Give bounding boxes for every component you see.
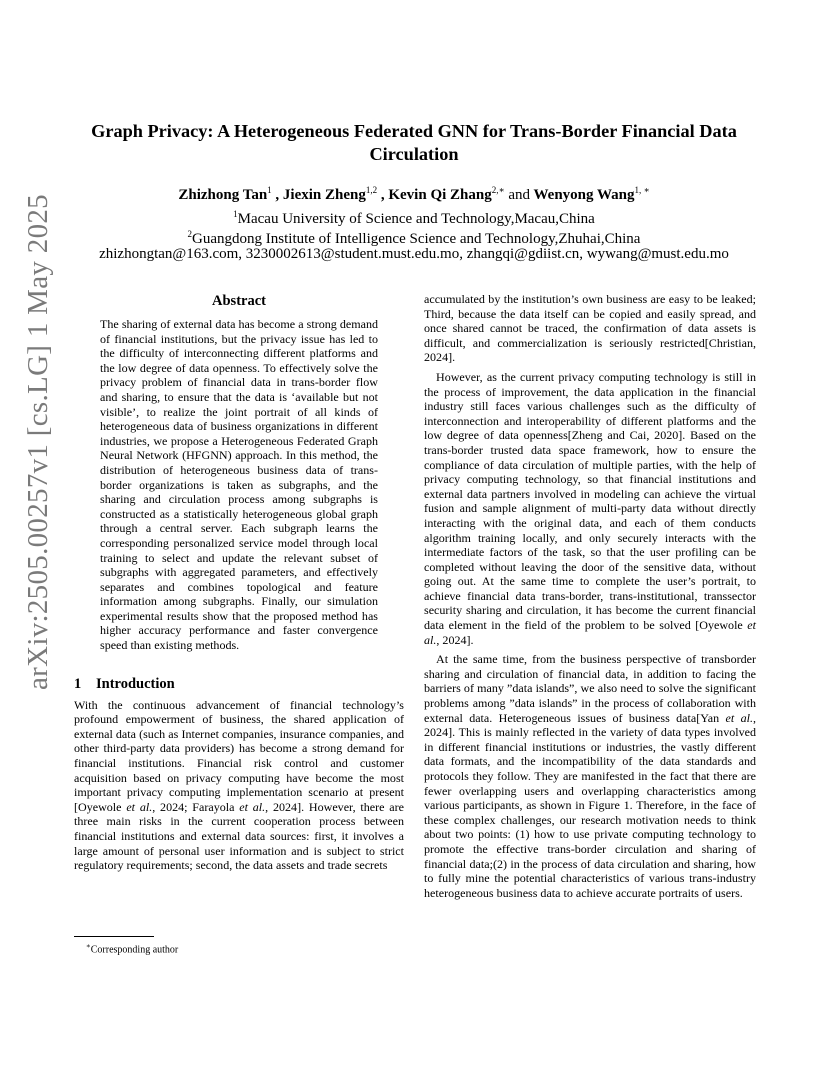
right-column <box>424 292 756 900</box>
footnote <box>86 940 178 956</box>
author-emails: zhizhongtan@163.com, 3230002613@student.must.edu.mo, zhangqi@gdiist.cn, wywang@must.edu.mo <box>99 246 729 262</box>
affiliation-mark: 2 <box>187 229 193 239</box>
author-name: Jiexin Zheng <box>282 187 366 203</box>
affiliation-mark: 1 <box>233 209 238 219</box>
author-affil-mark: 2,∗ <box>491 185 505 195</box>
body-paragraph: accumulated by the institution’s own business are easy to be leaked; Third, because the data itself can be copied and easily spread, and once shared cannot be traced, the confirmation of data assets is difficult, and commercialization is seriously restricted[Christian, 2024]. <box>424 292 756 365</box>
footnote-divider <box>74 936 154 937</box>
author-affil-mark: 1, ∗ <box>634 185 650 195</box>
section-title: Introduction <box>96 675 175 692</box>
intro-paragraph: With the continuous advancement of financial technology’s profound empowerment of business, the shared application of external data (such as Internet companies, insurance companies, and other third-party data providers) has become a strong demand for financial institutions. Financial risk control and customer acquisition based on privacy computing have become the most important privacy computing implementation scenario at present [Oyewole et al., 2024; Farayola et al., 2024]. However, there are three main risks in the current cooperation process between financial institutions and external data sources: first, it involves a large amount of personal user information and is subject to strict regulatory requirements; second, the data assets and trade secrets <box>74 697 405 873</box>
abstract-text: The sharing of external data has become a strong demand of financial institutions, but the privacy issue has led to the difficulty of interconnecting different platforms and the low degree of data openness. To effectively solve the privacy problem of financial data in trans-border flow and sharing, to ensure that the data is ‘available but not visible’, to realize the joint portrait of all kinds of heterogeneous data of business organizations in different industries, we propose a Heterogeneous Federated Graph Neural Network (HFGNN) approach. In this method, the distribution of heterogeneous business data of trans-border organizations is taken as subgraphs, and the sharing and circulation process among subgraphs is constructed as a statistically heterogeneous global graph through a central server. Each subgraph learns the corresponding personalized service model through local training to select and update the relevant subset of subgraphs with aggregated parameters, and effectively separates and combines topological and feature information among subgraphs. Finally, our simulation experimental results show that the proposed method has higher accuracy performance and faster convergence speed than existing methods. <box>100 317 378 653</box>
affiliation-text: Guangdong Institute of Intelligence Science and Technology,Zhuhai,China <box>192 231 641 247</box>
arxiv-identifier: arXiv:2505.00257v1 [cs.LG] 1 May 2025 <box>22 194 54 690</box>
footnote-text: Corresponding author <box>90 944 179 956</box>
author-name: Wenyong Wang <box>533 187 635 203</box>
affiliation-text: Macau University of Science and Technology,Macau,China <box>237 211 595 227</box>
author-list: Zhizhong Tan$^1$ , Jiexin Zheng$^{1,2}$ , Kevin Qi Zhang$^{2,∗}$ and Wenyong Wang$^{1, ∗}$ <box>178 185 650 203</box>
author-affil-mark: 1,2 <box>365 185 378 195</box>
and-word: and <box>508 187 531 203</box>
body-paragraph: At the same time, from the business perspective of transborder sharing and circulation of financial data, in addition to facing the barriers of many ”data islands”, we also need to solve the significant problems among ”data islands” in the process of collaboration with external data. Heterogeneous issues of business data[Yan et al., 2024]. This is mainly reflected in the variety of data types involved in different financial institutions or industries, the vastly different data formats, and the incompatibility of the data standards and protocols they follow. They are manifested in the fact that there are fewer overlapping users and overlapping characteristics among various participants, as shown in Figure 1. Therefore, in the face of these complex challenges, our research motivation needs to think about two points: (1) how to use private computing technology to promote the effective trans-border circulation and sharing of financial data;(2) in the process of data circulation and sharing, how to fully mine the potential characteristics of various trans-industry heterogeneous business data to achieve accurate portraits of users. <box>424 652 756 900</box>
section-number: 1 <box>74 675 82 692</box>
left-column <box>74 292 404 873</box>
author-name: Zhizhong Tan <box>178 187 268 203</box>
body-paragraph: However, as the current privacy computing technology is still in the process of improvement, the data application in the financial industry still faces various challenges such as the difficulty of interconnection and interoperability of different platforms and the low degree of data openness[Zheng and Cai, 2020]. Based on the trans-border trusted data space framework, how to ensure the compliance of data circulation of multiple parties, with the help of privacy computing technology, so that financial institutions and external data partners involved in modeling can achieve the virtual fusion and sample alignment of multi-party data without directly interacting with the original data, and each of them conducts algorithm training locally, and only securely interacts with the intermediate factors of the task, so that the user profiling can be completed without leaving the door of the sensitive data, without going out. At the same time to complete the user’s portrait, to achieve financial data trans-border, trans-institutional, transsector security sharing and circulation, it has become the current financial data element in the field of the problem to be solved [Oyewole et al., 2024]. <box>424 369 756 647</box>
paper-title: Graph Privacy: A Heterogeneous Federated GNN for Trans-Border Financial Data Circulation <box>91 121 737 164</box>
author-name: Kevin Qi Zhang <box>388 187 492 203</box>
footnote-mark: ∗ <box>86 942 91 950</box>
author-affil-mark: 1 <box>267 185 272 195</box>
abstract-heading: Abstract <box>212 293 266 309</box>
section-heading-introduction <box>74 675 404 693</box>
